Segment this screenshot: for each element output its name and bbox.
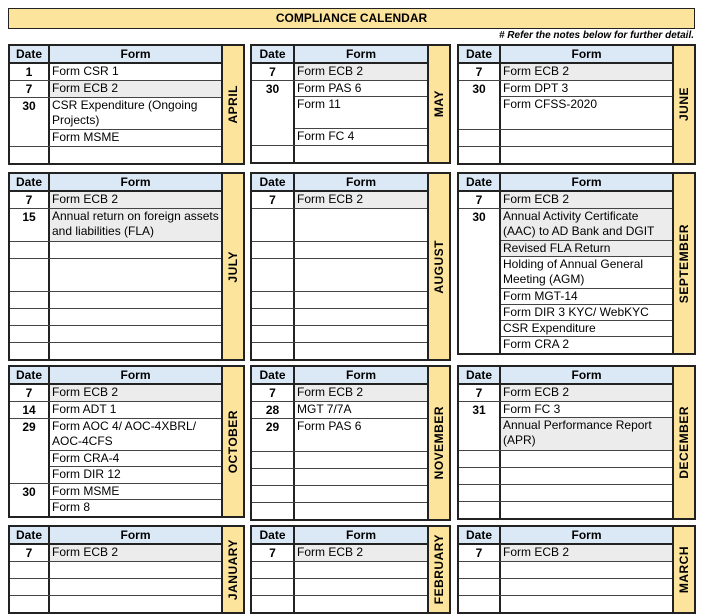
due-date-cell: 29 [10,419,50,483]
date-column-header: Date [10,46,50,62]
form-cell: Form ECB 2 [50,385,221,401]
form-cell [50,147,221,163]
date-column-header: Date [252,46,295,62]
date-group-row [10,259,221,292]
form-cell [295,309,427,325]
month-label [427,174,449,359]
form-cell [50,242,221,258]
due-date-cell: 7 [10,192,50,208]
due-date-cell [252,579,295,595]
form-cell: Form ECB 2 [501,192,672,208]
date-group-row [10,309,221,326]
form-cell [50,579,221,595]
form-cell: MGT 7/7A [297,402,352,416]
form-cell [501,502,672,518]
date-group-row [10,209,221,242]
due-date-cell [10,326,50,342]
date-group-row [10,385,221,402]
due-date-cell: 30 [252,81,295,145]
due-date-cell: 28 [252,402,295,418]
month-label [221,367,243,516]
date-group-row [459,502,672,518]
due-date-cell: 7 [10,81,50,97]
form-cell [501,562,672,578]
form-cell [50,326,221,342]
form-cell [295,259,427,291]
form-column-header: Form [571,368,602,382]
date-group-row [459,385,672,402]
date-group-row [459,485,672,502]
table-header [10,367,221,385]
date-column-header: Date [252,527,295,543]
table-header [10,46,221,64]
table-header [252,174,427,192]
due-date-cell: 30 [10,484,50,516]
form-cell: Form ECB 2 [295,545,427,561]
due-date-cell [252,596,295,612]
due-date-cell [252,242,295,258]
date-group-row [252,503,427,519]
form-cell: Form FC 4 [297,129,355,143]
due-date-cell [252,343,295,359]
form-cell: Annual Performance Report (APR) [501,418,672,450]
month-name: JANUARY [226,538,240,601]
due-date-cell: 7 [459,192,501,208]
due-date-cell [459,451,501,467]
date-group-row [10,64,221,81]
date-group-row [459,81,672,130]
date-group-row [10,419,221,484]
form-cell [50,596,221,612]
form-cell: Form FC 3 [501,402,672,418]
due-date-cell: 30 [10,98,50,146]
date-group-row [10,545,221,562]
date-column-header: Date [459,174,501,190]
form-cell: Annual return on foreign assets and liabilities (FLA) [50,209,221,241]
due-date-cell [10,596,50,612]
due-date-cell [10,147,50,163]
form-cell [50,292,221,308]
month-name: FEBRUARY [432,534,446,605]
date-group-row [459,545,672,562]
date-group-row [252,486,427,503]
form-column-header: Form [571,175,602,189]
form-cell [501,468,672,484]
due-date-cell [252,259,295,291]
form-cell [295,343,427,359]
date-group-row [10,579,221,596]
form-cell: Form ECB 2 [501,64,672,80]
form-cell [295,452,427,468]
form-cell: Holding of Annual General Meeting (AGM) [501,257,672,289]
form-cell [50,309,221,325]
date-group-row [10,402,221,419]
date-group-row [252,146,427,162]
date-group-row [252,81,427,146]
form-cell [295,486,427,502]
form-column-header: Form [120,368,151,382]
month-name: AUGUST [432,239,446,294]
form-column-header: Form [120,175,151,189]
form-column-header: Form [120,47,151,61]
form-cell [501,485,672,501]
date-group-row [252,326,427,343]
form-cell: Form CRA-4 [50,451,221,467]
month-table-may [250,44,451,164]
month-name: DECEMBER [677,406,691,479]
due-date-cell: 7 [252,545,295,561]
date-group-row [459,451,672,468]
due-date-cell: 7 [10,385,50,401]
due-date-cell [252,486,295,502]
month-label [672,174,694,353]
form-column-header: Form [571,528,602,542]
month-name: NOVEMBER [432,406,446,480]
table-header [459,46,672,64]
table-header [10,527,221,545]
month-table-october [8,365,245,518]
form-column-header: Form [571,47,602,61]
due-date-cell [252,292,295,308]
form-cell: Form ECB 2 [295,385,427,401]
date-group-row [252,259,427,292]
date-column-header: Date [10,174,50,190]
due-date-cell: 1 [10,64,50,80]
due-date-cell: 7 [252,192,295,208]
date-group-row [459,209,672,353]
form-cell: Revised FLA Return [501,241,672,257]
month-name: MAY [432,90,446,118]
due-date-cell [252,146,295,162]
date-group-row [459,402,672,451]
date-group-row [252,385,427,402]
date-group-row [252,545,427,562]
date-group-row [10,596,221,612]
form-cell [501,147,672,163]
date-group-row [252,209,427,242]
form-cell: Form DIR 12 [52,467,121,481]
due-date-cell [10,242,50,258]
form-cell [50,259,221,291]
date-group-row [459,468,672,485]
date-group-row [459,130,672,147]
form-cell: Annual Activity Certificate (AAC) to AD Bank and DGIT [501,209,672,241]
form-cell [295,326,427,342]
date-group-row [252,343,427,359]
calendar-title: COMPLIANCE CALENDAR [8,8,695,29]
date-group-row [10,292,221,309]
table-header [459,367,672,385]
date-group-row [252,292,427,309]
form-cell: Form ADT 1 [52,402,117,416]
date-group-row [252,242,427,259]
due-date-cell [459,468,501,484]
form-cell: Form ECB 2 [50,192,221,208]
month-table-june [457,44,696,165]
month-label [427,46,449,162]
month-label [427,367,449,519]
form-cell: Form ECB 2 [50,545,221,561]
month-label [427,527,449,612]
due-date-cell [252,452,295,468]
form-cell [50,562,221,578]
month-label [221,174,243,359]
date-group-row [10,242,221,259]
date-column-header: Date [459,367,501,383]
date-column-header: Date [10,367,50,383]
month-table-january [8,525,245,614]
table-header [459,174,672,192]
date-group-row [10,98,221,147]
month-table-march [457,525,696,614]
form-cell [501,130,672,146]
form-cell: Form ECB 2 [501,545,672,561]
form-cell [295,292,427,308]
due-date-cell [252,209,295,241]
form-cell: Form MSME [50,484,221,500]
form-cell [50,343,221,359]
due-date-cell: 7 [459,64,501,80]
due-date-cell: 7 [252,385,295,401]
form-cell [295,146,427,162]
due-date-cell [10,259,50,291]
due-date-cell: 29 [252,419,295,451]
date-group-row [459,579,672,596]
date-group-row [252,402,427,419]
form-cell [501,451,672,467]
form-cell: Form ECB 2 [50,81,221,97]
form-cell: Form CSR 1 [52,64,119,78]
month-table-november [250,365,451,521]
due-date-cell [252,503,295,519]
date-group-row [459,596,672,612]
form-column-header: Form [346,175,376,189]
date-column-header: Date [459,46,501,62]
due-date-cell [10,309,50,325]
form-cell: Form AOC 4/ AOC-4XBRL/ AOC-4CFS [50,419,221,451]
due-date-cell [459,579,501,595]
month-label [672,367,694,518]
table-header [10,174,221,192]
form-cell: Form DIR 3 KYC/ WebKYC [501,305,672,321]
form-cell [295,562,427,578]
month-table-december [457,365,696,520]
date-group-row [252,562,427,579]
form-cell: Form 11 [295,97,427,129]
due-date-cell [10,579,50,595]
date-column-header: Date [10,527,50,543]
month-table-july [8,172,245,361]
date-group-row [10,81,221,98]
notes-reference: # Refer the notes below for further detail. [498,30,694,41]
date-group-row [252,596,427,612]
month-label [672,46,694,163]
month-table-september [457,172,696,355]
form-column-header: Form [120,528,151,542]
due-date-cell: 30 [459,209,501,353]
table-header [252,527,427,545]
table-header [459,527,672,545]
form-cell: Form ECB 2 [295,192,427,208]
month-name: JUNE [677,87,691,122]
due-date-cell: 31 [459,402,501,450]
date-group-row [252,309,427,326]
due-date-cell [459,562,501,578]
month-name: OCTOBER [226,409,240,474]
month-name: APRIL [226,85,240,124]
form-cell [295,596,427,612]
due-date-cell [10,343,50,359]
month-table-february [250,525,451,614]
date-group-row [459,147,672,163]
date-group-row [252,452,427,469]
date-group-row [10,343,221,359]
date-column-header: Date [459,527,501,543]
form-column-header: Form [346,368,376,382]
form-cell [295,579,427,595]
form-cell [295,242,427,258]
due-date-cell: 7 [10,545,50,561]
form-cell [295,503,427,519]
due-date-cell [459,596,501,612]
form-cell: Form ECB 2 [295,64,427,80]
due-date-cell [459,147,501,163]
date-group-row [459,562,672,579]
date-group-row [10,326,221,343]
month-name: JULY [226,250,240,283]
form-cell: Form 8 [52,500,91,514]
form-column-header: Form [346,528,376,542]
form-cell: Form ECB 2 [501,385,672,401]
form-cell [295,469,427,485]
due-date-cell [459,485,501,501]
month-label [221,527,243,612]
date-group-row [252,419,427,452]
date-group-row [459,192,672,209]
month-name: MARCH [677,545,691,594]
form-cell: Form MGT-14 [501,289,672,305]
due-date-cell [10,292,50,308]
date-group-row [252,64,427,81]
date-column-header: Date [252,367,295,383]
due-date-cell: 7 [459,545,501,561]
due-date-cell [459,502,501,518]
due-date-cell [252,326,295,342]
form-cell: Form CRA 2 [503,337,570,351]
form-cell [501,596,672,612]
due-date-cell: 15 [10,209,50,241]
date-group-row [10,147,221,163]
date-group-row [459,64,672,81]
form-cell [295,209,427,241]
date-group-row [252,192,427,209]
due-date-cell: 14 [10,402,50,418]
form-cell: CSR Expenditure [501,321,672,337]
form-cell: Form PAS 6 [297,419,362,433]
date-column-header: Date [252,174,295,190]
due-date-cell [10,562,50,578]
form-cell [501,579,672,595]
form-cell: CSR Expenditure (Ongoing Projects) [50,98,221,130]
due-date-cell [252,309,295,325]
date-group-row [10,562,221,579]
due-date-cell [459,130,501,146]
form-cell: Form PAS 6 [295,81,427,97]
date-group-row [10,192,221,209]
form-cell: Form CFSS-2020 [503,97,598,111]
form-column-header: Form [346,47,376,61]
date-group-row [252,579,427,596]
month-name: SEPTEMBER [677,223,691,304]
date-group-row [252,469,427,486]
due-date-cell [252,469,295,485]
month-label [672,527,694,612]
form-cell: Form DPT 3 [501,81,672,97]
table-header [252,367,427,385]
due-date-cell: 7 [252,64,295,80]
table-header [252,46,427,64]
date-group-row [10,484,221,516]
due-date-cell: 30 [459,81,501,129]
due-date-cell [252,562,295,578]
month-table-august [250,172,451,361]
form-cell: Form MSME [52,130,120,144]
due-date-cell: 7 [459,385,501,401]
month-table-april [8,44,245,165]
month-label [221,46,243,163]
